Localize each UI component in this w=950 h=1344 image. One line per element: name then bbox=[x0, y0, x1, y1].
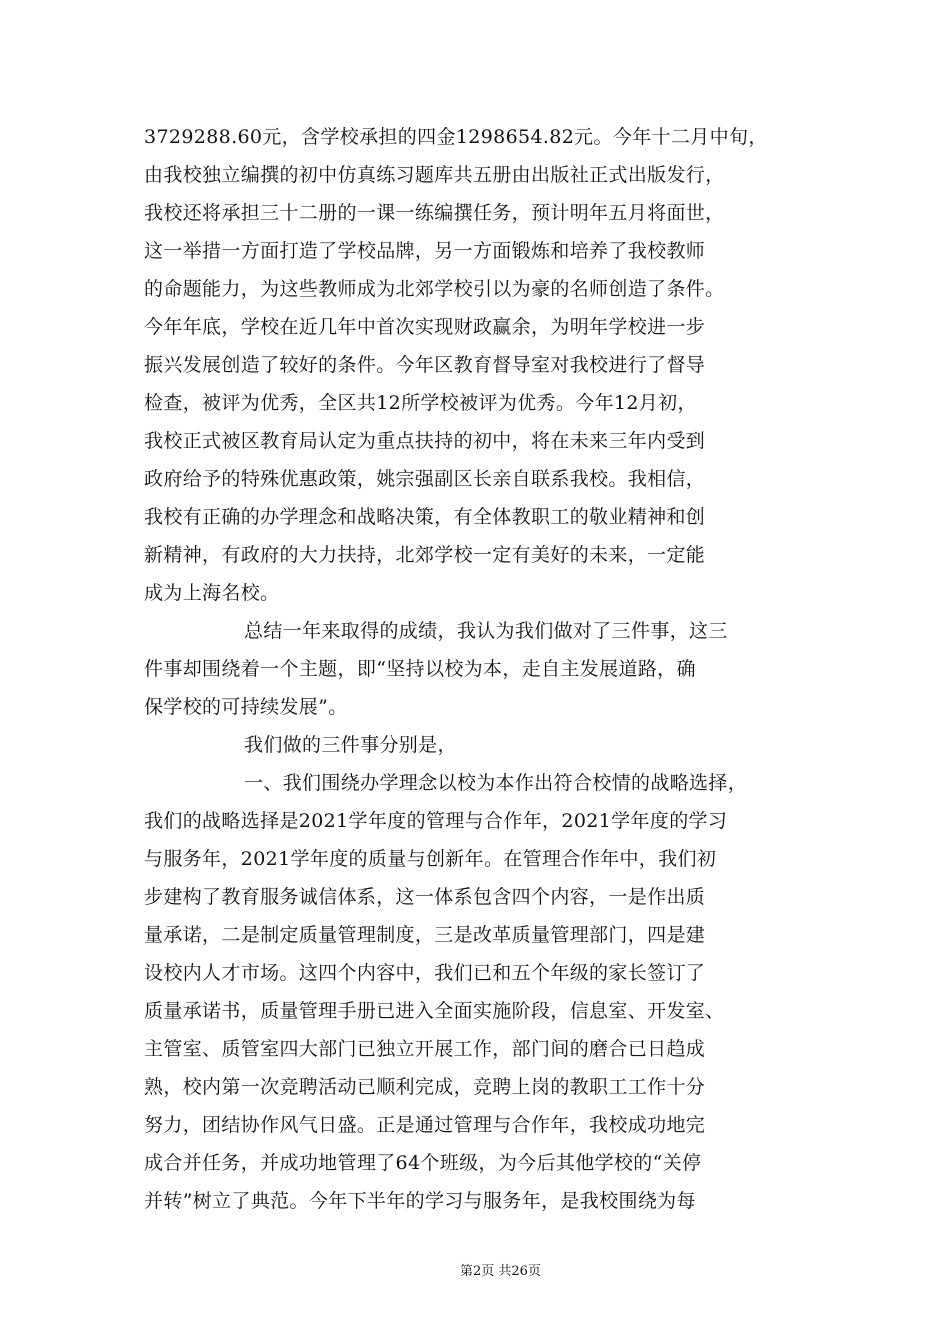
text-line: 设校内人才市场。这四个内容中，我们已和五个年级的家长签订了 bbox=[144, 962, 706, 984]
text-line: 新精神，有政府的大力扶持，北郊学校一定有美好的未来，一定能 bbox=[144, 544, 706, 566]
text-line: 由我校独立编撰的初中仿真练习题库共五册由出版社正式出版发行， bbox=[144, 164, 725, 186]
text-line: 量承诺，二是制定质量管理制度，三是改革质量管理部门，四是建 bbox=[144, 924, 706, 946]
text-line: 振兴发展创造了较好的条件。今年区教育督导室对我校进行了督导 bbox=[144, 354, 706, 376]
text-line: 3729288.60元，含学校承担的四金1298654.82元。今年十二月中旬， bbox=[144, 126, 768, 148]
text-line: 政府给予的特殊优惠政策，姚宗强副区长亲自联系我校。我相信， bbox=[144, 468, 706, 490]
paragraph-start-line: 一、我们围绕办学理念以校为本作出符合校情的战略选择， bbox=[244, 772, 748, 794]
text-line: 保学校的可持续发展”。 bbox=[144, 696, 348, 718]
text-line: 质量承诺书，质量管理手册已进入全面实施阶段，信息室、开发室、 bbox=[144, 1000, 725, 1022]
text-line: 我们的战略选择是2021学年度的管理与合作年，2021学年度的学习 bbox=[144, 810, 728, 832]
text-line: 并转”树立了典范。今年下半年的学习与服务年，是我校围绕为每 bbox=[144, 1190, 696, 1212]
paragraph-start-line: 我们做的三件事分别是， bbox=[244, 734, 457, 756]
text-line: 与服务年，2021学年度的质量与创新年。在管理合作年中，我们初 bbox=[144, 848, 717, 870]
text-line: 成合并任务，并成功地管理了64个班级，为今后其他学校的“关停 bbox=[144, 1152, 702, 1174]
text-line: 努力，团结协作风气日盛。正是通过管理与合作年，我校成功地完 bbox=[144, 1114, 706, 1136]
text-line: 熟，校内第一次竞聘活动已顺利完成，竞聘上岗的教职工工作十分 bbox=[144, 1076, 706, 1098]
text-line: 我校有正确的办学理念和战略决策，有全体教职工的敬业精神和创 bbox=[144, 506, 706, 528]
text-line: 我校正式被区教育局认定为重点扶持的初中，将在未来三年内受到 bbox=[144, 430, 706, 452]
paragraph-start-line: 总结一年来取得的成绩，我认为我们做对了三件事，这三 bbox=[244, 620, 728, 642]
body-text bbox=[144, 118, 809, 1220]
text-line: 件事却围绕着一个主题，即“坚持以校为本，走自主发展道路，确 bbox=[144, 658, 696, 680]
text-line: 步建构了教育服务诚信体系，这一体系包含四个内容，一是作出质 bbox=[144, 886, 706, 908]
page-number-footer: 第2页 共26页 bbox=[460, 1264, 541, 1279]
text-line: 的命题能力，为这些教师成为北郊学校引以为豪的名师创造了条件。 bbox=[144, 278, 725, 300]
text-line: 主管室、质管室四大部门已独立开展工作，部门间的磨合已日趋成 bbox=[144, 1038, 706, 1060]
text-line: 今年年底，学校在近几年中首次实现财政赢余，为明年学校进一步 bbox=[144, 316, 706, 338]
text-line: 检查，被评为优秀，全区共12所学校被评为优秀。今年12月初， bbox=[144, 392, 697, 414]
text-line: 我校还将承担三十二册的一课一练编撰任务，预计明年五月将面世， bbox=[144, 202, 725, 224]
text-line: 这一举措一方面打造了学校品牌，另一方面锻炼和培养了我校教师 bbox=[144, 240, 706, 262]
text-line: 成为上海名校。 bbox=[144, 582, 280, 604]
